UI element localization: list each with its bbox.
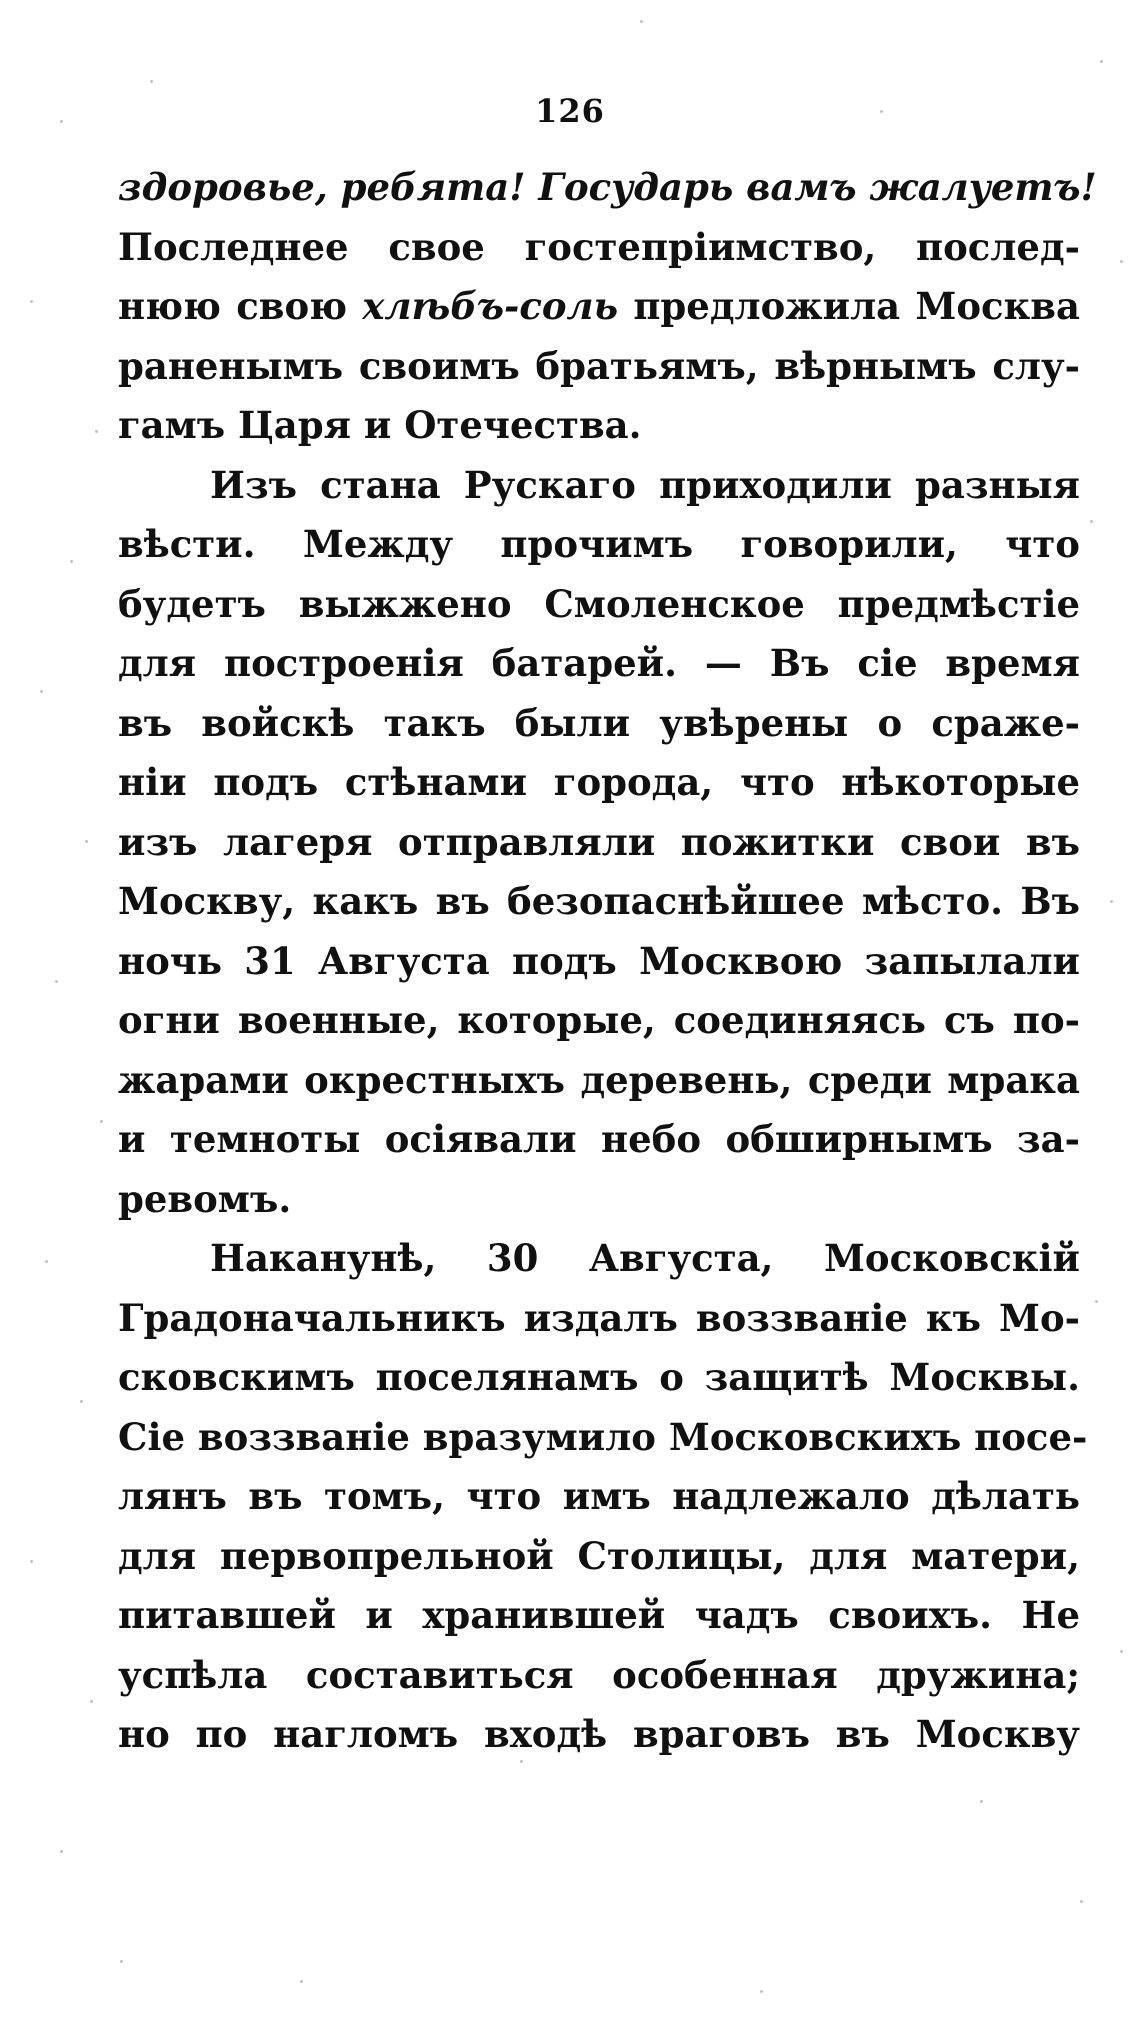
paper-speck (1095, 1300, 1098, 1303)
text-line: будетъ выжжено Смоленское предмѣстіе (118, 581, 1080, 626)
page-number: 126 (535, 92, 605, 130)
paper-speck (300, 1980, 303, 1983)
paper-speck (640, 20, 643, 23)
paper-speck (55, 980, 58, 983)
text-line: успѣла составиться особенная дружина; (118, 1652, 1080, 1697)
paper-speck (95, 430, 98, 433)
text-line: жарами окрестныхъ деревень, среди мрака (118, 1057, 1080, 1102)
text-line: Москву, какъ въ безопаснѣйшее мѣсто. Въ (118, 879, 1080, 923)
paper-speck (1110, 900, 1113, 903)
paper-speck (60, 120, 63, 123)
paper-speck (40, 690, 43, 693)
text-segment: предложила Москва (618, 284, 1080, 328)
text-line: гамъ Царя и Отечества. (118, 403, 642, 447)
paper-speck (30, 1560, 33, 1563)
paper-speck (1100, 60, 1103, 63)
text-line: ночь 31 Августа подъ Москвою запылали (118, 938, 1080, 983)
text-line: въ войскѣ такъ были увѣрены о сраже- (118, 700, 1080, 745)
text-line: лянъ въ томъ, что имъ надлежало дѣлать (118, 1474, 1080, 1518)
paper-speck (1080, 1900, 1083, 1903)
text-line: ніи подъ стѣнами города, что нѣкоторые (118, 760, 1080, 804)
paper-speck (120, 1960, 123, 1963)
paper-speck (1120, 1650, 1123, 1653)
paper-speck (1090, 520, 1093, 523)
paper-speck (880, 110, 883, 113)
text-line: Изъ стана Рускаго приходили разныя (210, 462, 1080, 507)
paper-speck (760, 1990, 763, 1993)
paper-speck (1120, 260, 1123, 263)
text-line: здоровье, ребята! Государь вамъ жалуетъ! (118, 165, 1097, 209)
text-line: раненымъ своимъ братьямъ, вѣрнымъ слу- (118, 343, 1080, 388)
body-text (118, 158, 1097, 1765)
text-line: огни военные, которые, соединяясь съ по- (118, 998, 1080, 1042)
text-line: для первопрельной Столицы, для матери, (118, 1533, 1080, 1578)
text-line: для построенія батарей. — Въ сіе время (118, 641, 1080, 685)
paper-speck (30, 300, 33, 303)
text-line: Последнее свое гостепріимство, послед- (118, 224, 1080, 269)
paper-speck (520, 1760, 523, 1763)
text-line: изъ лагеря отправляли пожитки свои въ (118, 819, 1080, 864)
text-segment: нюю свою (118, 284, 363, 328)
paper-speck (150, 80, 153, 83)
text-line: Наканунѣ, 30 Августа, Московскій (210, 1236, 1080, 1280)
text-line: Сіе воззваніе вразумило Московскихъ посе- (118, 1414, 1088, 1459)
paper-speck (980, 1800, 983, 1803)
paper-speck (90, 1700, 93, 1703)
italic-phrase: хлѣбъ-соль (362, 284, 619, 328)
text-line (118, 277, 1080, 337)
paper-speck (45, 1260, 48, 1263)
text-line: ревомъ. (118, 1176, 292, 1221)
text-line: сковскимъ поселянамъ о защитѣ Москвы. (118, 1355, 1080, 1399)
paper-speck (85, 840, 88, 843)
paper-speck (60, 1850, 63, 1853)
paper-speck (70, 560, 73, 563)
paper-speck (100, 1120, 103, 1123)
text-line: вѣсти. Между прочимъ говорили, что (118, 522, 1080, 566)
text-line: питавшей и хранившей чадъ своихъ. Не (118, 1593, 1080, 1637)
paper-speck (80, 1400, 83, 1403)
text-line: но по нагломъ входѣ враговъ въ Москву (118, 1712, 1080, 1756)
text-line: и темноты осіявали небо обширнымъ за- (118, 1117, 1080, 1161)
text-line: Градоначальникъ издалъ воззваніе къ Мо- (118, 1295, 1080, 1340)
